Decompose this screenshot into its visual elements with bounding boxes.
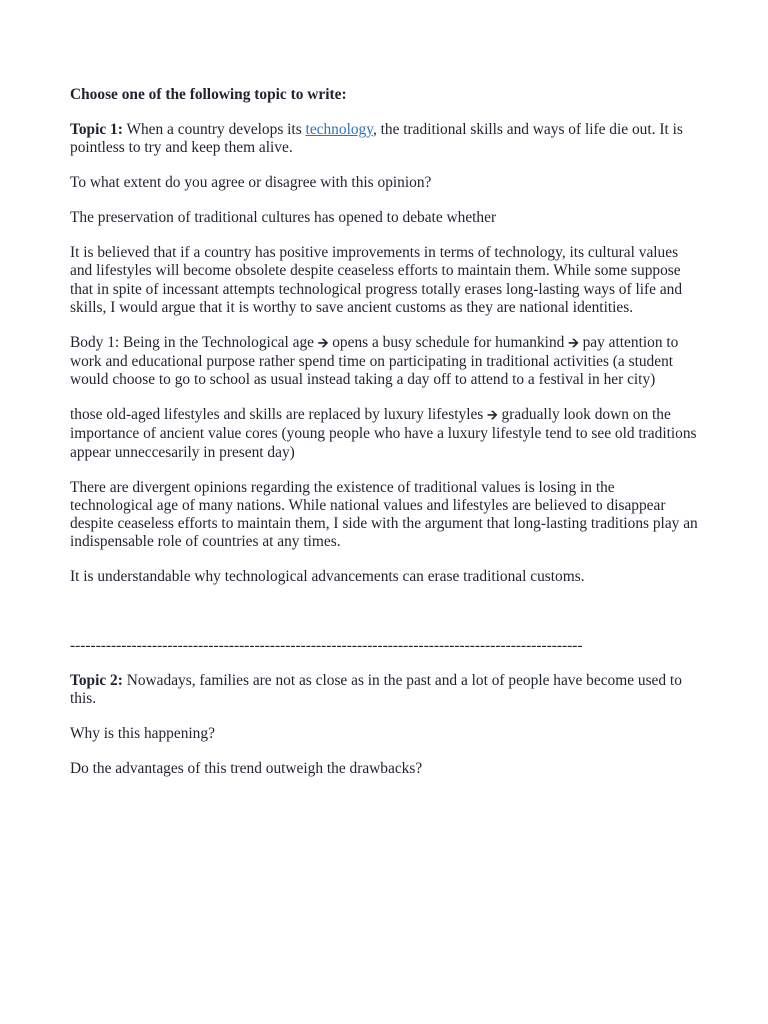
right-arrow-icon: 🡪	[568, 335, 579, 351]
technology-link[interactable]: technology	[305, 121, 373, 138]
right-arrow-icon: 🡪	[317, 335, 329, 351]
topic1-debate-paragraph: The preservation of traditional cultures has opened to debate whether	[70, 209, 497, 227]
topic2-question-advantages: Do the advantages of this trend outweigh the drawbacks?	[70, 760, 423, 778]
topic2-prompt	[70, 672, 700, 708]
topic1-understandable-paragraph: It is understandable why technological advancements can erase traditional customs.	[70, 568, 585, 586]
topic1-text-before-link: When a country develops its	[122, 121, 306, 138]
topic2-label: Topic 2:	[70, 672, 123, 690]
topic1-divergent-paragraph: There are divergent opinions regarding the existence of traditional values is losing in the technological age of many nations. While national values and lifestyles are believed to disappear despite ceaseless efforts to maintain them, I side with the argument that long-lasting traditions play an indispensable role of countries at any times.	[70, 478, 698, 551]
dashed-separator: ----------------------------------------------------------------------------------------------------	[70, 637, 583, 655]
topic2-question-why: Why is this happening?	[70, 725, 215, 743]
topic2-text: Nowadays, families are not as close as in the past and a lot of people have become used to this.	[70, 672, 682, 708]
body1-paragraph	[70, 334, 700, 390]
topic1-text-after-link: , the traditional skills and ways of life die out. It is pointless to try and keep them alive.	[70, 121, 683, 157]
topic1-intro-paragraph: It is believed that if a country has positive improvements in terms of technology, its cultural values and lifestyles will become obsolete despite ceaseless efforts to maintain them. While some suppose that in spite of incessant attempts technological progress totally erases long-lasting ways of life and skills, I would argue that it is worthy to save ancient customs as they are national identities.	[70, 244, 683, 316]
right-arrow-icon: 🡪	[487, 408, 498, 424]
body1b-text-2: gradually look down on the importance of ancient value cores (young people who have a luxury lifestyle tend to see old traditions appear unneccesarily in present day)	[70, 406, 697, 461]
body1-text-1: Body 1: Being in the Technological age	[70, 333, 318, 351]
topic1-label: Topic 1:	[70, 121, 123, 138]
body1-text-2: opens a busy schedule for humankind	[328, 333, 569, 351]
body1-text-3: pay attention to work and educational purpose rather spend time on participating in traditional activities (a student would choose to go to school as usual instead taking a day off to attend to a festival in her city)	[70, 333, 679, 389]
body1b-text-1: those old-aged lifestyles and skills are replaced by luxury lifestyles	[70, 406, 488, 424]
document-heading: Choose one of the following topic to write:	[70, 86, 347, 103]
blank-space	[70, 603, 700, 637]
topic1-question: To what extent do you agree or disagree with this opinion?	[70, 174, 432, 192]
document-page	[70, 86, 700, 795]
topic1-prompt	[70, 121, 700, 157]
body1b-paragraph	[70, 406, 700, 462]
